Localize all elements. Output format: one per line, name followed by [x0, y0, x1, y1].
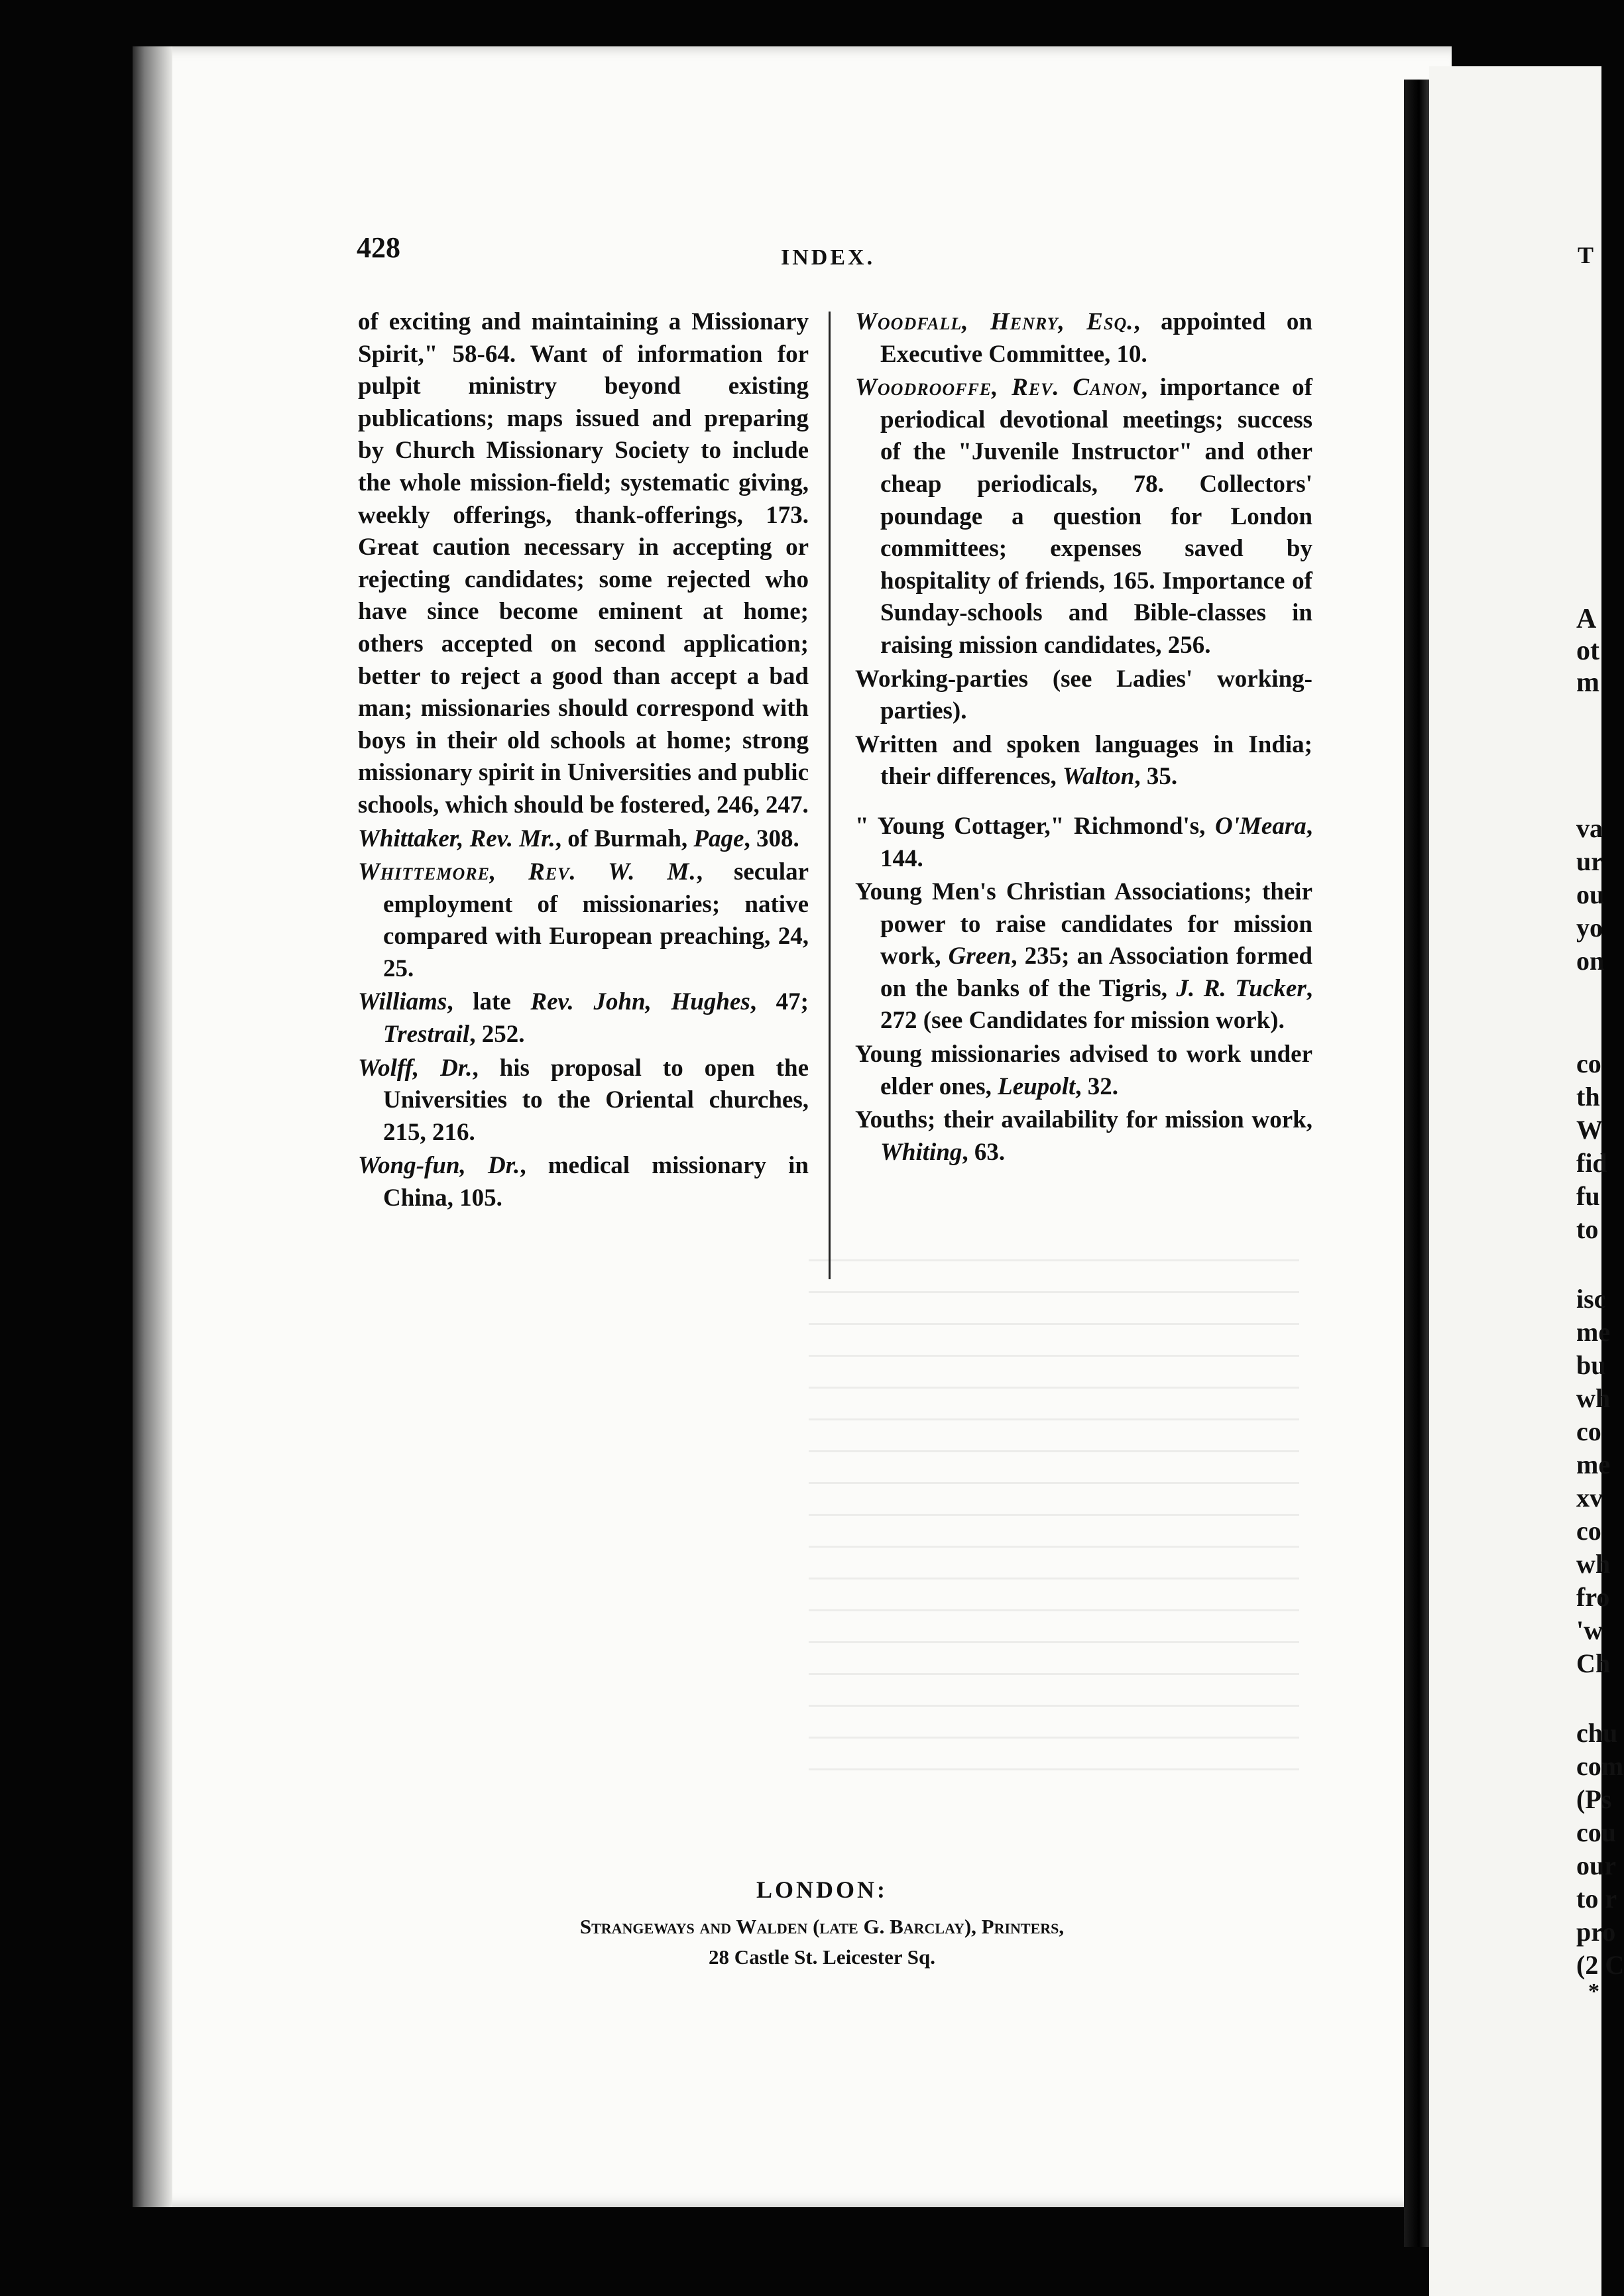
footnote-mark: * [1588, 1979, 1599, 2004]
facing-page-line: 'w [1576, 1615, 1603, 1645]
facing-page-line: to r [1576, 1884, 1617, 1914]
facing-page-line: th [1576, 1082, 1600, 1112]
facing-page-line: to [1576, 1214, 1599, 1244]
facing-page-line: xv [1576, 1483, 1603, 1513]
index-entry: Whittemore, Rev. W. M., secular employment of missionaries; native compared with European preaching, 24, 25. [358, 858, 809, 982]
index-entry: Woodfall, Henry, Esq., appointed on Executive Committee, 10. [855, 308, 1312, 368]
index-entry: Written and spoken languages in India; their differences, Walton, 35. [855, 730, 1312, 791]
facing-page-line: com [1576, 1751, 1624, 1781]
facing-page-line: fro [1576, 1582, 1610, 1612]
facing-page-line: isc [1576, 1284, 1606, 1314]
imprint-address: 28 Castle St. Leicester Sq. [708, 1945, 936, 1969]
facing-page-line: ou [1576, 880, 1605, 909]
facing-page-line: bu [1576, 1350, 1606, 1380]
facing-page-line: co [1576, 1416, 1601, 1446]
index-entry: Wong-fun, Dr., medical missionary in China, 105. [358, 1152, 809, 1212]
show-through-text [809, 1259, 1299, 1790]
index-entry: of exciting and maintaining a Missionary Spirit," 58-64. Want of information for pulpit ministry beyond existing publications; maps issued and preparing by Church Missionary Society to include the whole mission-field; systematic giving, weekly offerings, thank-offerings, 173. Great caution necessary in accepting or rejecting candidates; some rejected who have since become eminent at home; others accepted on second application; better to reject a good than accept a bad man; missionaries should correspond with boys in their old schools at home; strong missionary spirit in Universities and public schools, which should be fostered, 246, 247. [358, 308, 809, 819]
index-entry: Wolff, Dr., his proposal to open the Universities to the Oriental churches, 215, 216. [358, 1054, 809, 1146]
facing-page-header: T [1578, 242, 1594, 268]
facing-page-text [1576, 812, 1604, 978]
page-title: INDEX. [781, 245, 876, 270]
facing-page-line: fu [1576, 1181, 1600, 1211]
index-entry: Young Men's Christian Associations; their power to raise candidates for mission work, Green, 235; an Association formed on the banks of the Tigris, J. R. Tucker, 272 (see Candidates for mission work). [855, 878, 1312, 1035]
facing-page-line: fid [1576, 1148, 1607, 1178]
facing-page-text [1576, 603, 1599, 699]
page-number: 428 [357, 231, 400, 264]
facing-page-line: (Ps [1576, 1784, 1612, 1814]
facing-page-line: ur [1576, 846, 1603, 876]
facing-page-line: cou [1576, 1817, 1616, 1847]
facing-page-line: ot [1576, 636, 1599, 666]
facing-page-line: on [1576, 946, 1605, 976]
facing-page-text [1576, 1047, 1607, 1246]
facing-page-line: pro [1576, 1917, 1616, 1947]
facing-page-line: Ch [1576, 1648, 1611, 1678]
facing-page-line: (2 C [1576, 1950, 1624, 1980]
facing-page-line: our [1576, 1851, 1616, 1880]
facing-page-line: co [1576, 1516, 1601, 1546]
facing-page-line: wh [1576, 1549, 1611, 1579]
index-entry: Young missionaries advised to work under elder ones, Leupolt, 32. [855, 1041, 1312, 1100]
facing-page-line: va [1576, 813, 1603, 843]
facing-page-line: W [1576, 1115, 1603, 1145]
facing-page-text [1576, 1283, 1610, 1680]
facing-page [1429, 66, 1624, 2296]
page-gutter [1404, 80, 1429, 2247]
index-entry: Williams, late Rev. John, Hughes, 47; Trestrail, 252. [358, 988, 809, 1049]
facing-page-text [1576, 1717, 1624, 1982]
facing-page-line: me [1576, 1317, 1611, 1347]
index-column-right [855, 306, 1312, 1170]
imprint-city: LONDON: [756, 1876, 888, 1903]
facing-page-line: me [1576, 1450, 1611, 1479]
index-entry: Woodrooffe, Rev. Canon, importance of periodical devotional meetings; success of the "Juvenile Instructor" and other cheap periodicals, 78. Collectors' poundage a question for London committees; expenses saved by hospitality of friends, 165. Importance of Sunday-schools and Bible-classes in raising mission candidates, 256. [855, 374, 1312, 659]
facing-page-line: chu [1576, 1718, 1618, 1748]
facing-page-line: m [1576, 667, 1599, 698]
index-entry: Working-parties (see Ladies' working-parties). [855, 665, 1312, 725]
index-entry: Youths; their availability for mission work, Whiting, 63. [855, 1106, 1312, 1166]
imprint-printer: Strangeways and Walden (late G. Barclay), Printers, [579, 1915, 1065, 1938]
index-column-left [358, 306, 809, 1216]
facing-page-line: wh [1576, 1383, 1611, 1413]
facing-page-line: yo [1576, 913, 1603, 943]
column-rule [829, 312, 831, 1279]
facing-page-line: A [1576, 604, 1597, 634]
running-head [357, 231, 1311, 277]
printer-imprint [464, 1876, 1180, 1973]
facing-page-line: co [1576, 1049, 1601, 1078]
index-entry: Whittaker, Rev. Mr., of Burmah, Page, 308. [358, 825, 799, 852]
index-entry: " Young Cottager," Richmond's, O'Meara, 144. [855, 812, 1312, 872]
